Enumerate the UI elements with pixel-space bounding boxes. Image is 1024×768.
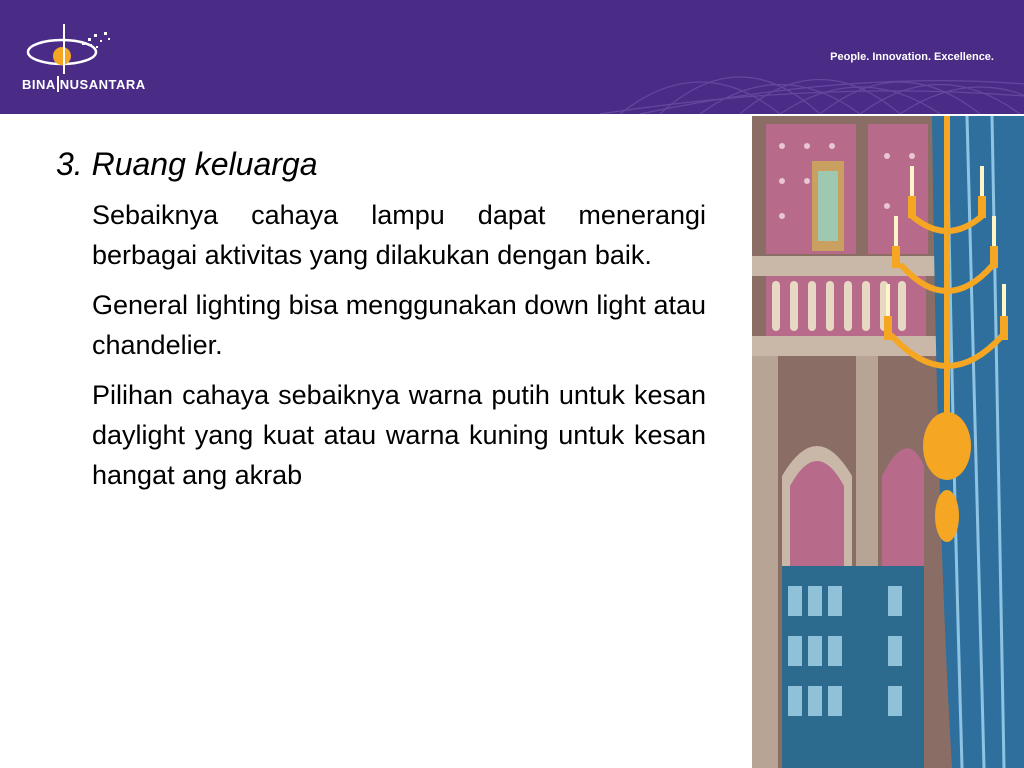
logo-name: BINA <box>22 77 56 92</box>
header-tagline: People. Innovation. Excellence. <box>830 51 994 63</box>
paragraph-2: General lighting bisa menggunakan down light atau chandelier. <box>92 290 706 361</box>
paragraph-1: Sebaiknya cahaya lampu dapat menerangi berbagai aktivitas yang dilakukan dengan baik. <box>92 200 706 271</box>
logo-name-2: NUSANTARA <box>59 77 146 92</box>
slide-content <box>56 145 706 505</box>
chandelier-building-illustration <box>752 116 1024 768</box>
logo-text <box>22 76 146 92</box>
slide-heading: 3. Ruang keluarga <box>56 146 318 182</box>
paragraph-3: Pilihan cahaya sebaiknya warna putih untuk kesan daylight yang kuat atau warna kuning untuk kesan hangat ang akrab <box>92 380 706 491</box>
slide-header <box>0 0 1024 114</box>
